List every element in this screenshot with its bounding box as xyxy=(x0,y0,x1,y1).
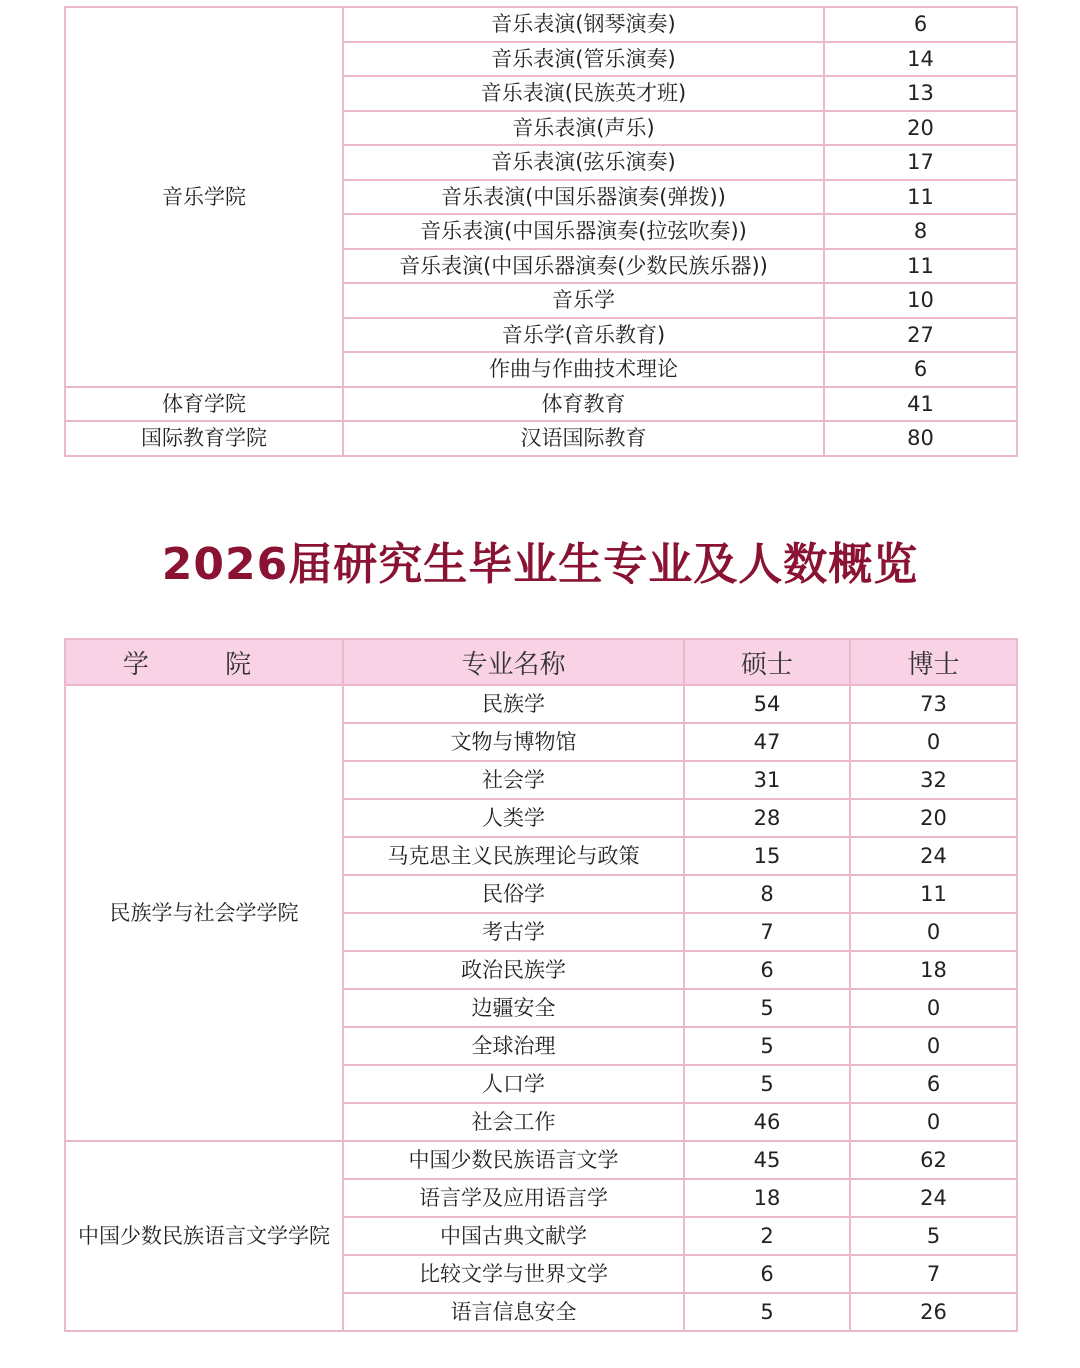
count-cell: 80 xyxy=(824,421,1017,456)
master-cell: 5 xyxy=(684,1065,850,1103)
major-cell: 中国少数民族语言文学 xyxy=(343,1141,684,1179)
major-cell: 音乐学 xyxy=(343,283,824,318)
major-cell: 社会工作 xyxy=(343,1103,684,1141)
table-row xyxy=(65,387,1017,422)
master-cell: 5 xyxy=(684,1293,850,1331)
major-cell: 语言学及应用语言学 xyxy=(343,1179,684,1217)
count-cell: 20 xyxy=(824,111,1017,146)
major-cell: 民族学 xyxy=(343,685,684,723)
major-cell: 音乐表演(民族英才班) xyxy=(343,76,824,111)
major-cell: 全球治理 xyxy=(343,1027,684,1065)
doctor-cell: 62 xyxy=(850,1141,1017,1179)
doctor-cell: 20 xyxy=(850,799,1017,837)
master-cell: 6 xyxy=(684,1255,850,1293)
master-cell: 5 xyxy=(684,1027,850,1065)
major-cell: 马克思主义民族理论与政策 xyxy=(343,837,684,875)
college-cell: 体育学院 xyxy=(65,387,343,422)
doctor-cell: 7 xyxy=(850,1255,1017,1293)
doctor-cell: 0 xyxy=(850,1027,1017,1065)
master-cell: 46 xyxy=(684,1103,850,1141)
college-cell: 中国少数民族语言文学学院 xyxy=(65,1141,343,1331)
count-cell: 41 xyxy=(824,387,1017,422)
doctor-cell: 18 xyxy=(850,951,1017,989)
master-cell: 31 xyxy=(684,761,850,799)
header-major: 专业名称 xyxy=(343,639,684,685)
undergrad-table-body xyxy=(65,7,1017,456)
table-row xyxy=(65,685,1017,723)
major-cell: 作曲与作曲技术理论 xyxy=(343,352,824,387)
major-cell: 边疆安全 xyxy=(343,989,684,1027)
master-cell: 54 xyxy=(684,685,850,723)
major-cell: 音乐表演(中国乐器演奏(弹拨)) xyxy=(343,180,824,215)
count-cell: 8 xyxy=(824,214,1017,249)
master-cell: 47 xyxy=(684,723,850,761)
doctor-cell: 26 xyxy=(850,1293,1017,1331)
count-cell: 14 xyxy=(824,42,1017,77)
major-cell: 音乐表演(钢琴演奏) xyxy=(343,7,824,42)
major-cell: 语言信息安全 xyxy=(343,1293,684,1331)
count-cell: 6 xyxy=(824,352,1017,387)
doctor-cell: 32 xyxy=(850,761,1017,799)
master-cell: 7 xyxy=(684,913,850,951)
doctor-cell: 11 xyxy=(850,875,1017,913)
undergrad-major-table xyxy=(64,6,1018,457)
count-cell: 17 xyxy=(824,145,1017,180)
count-cell: 10 xyxy=(824,283,1017,318)
major-cell: 人类学 xyxy=(343,799,684,837)
table-row xyxy=(65,7,1017,42)
major-cell: 音乐表演(中国乐器演奏(拉弦吹奏)) xyxy=(343,214,824,249)
major-cell: 音乐表演(声乐) xyxy=(343,111,824,146)
doctor-cell: 6 xyxy=(850,1065,1017,1103)
doctor-cell: 0 xyxy=(850,913,1017,951)
major-cell: 汉语国际教育 xyxy=(343,421,824,456)
doctor-cell: 0 xyxy=(850,1103,1017,1141)
count-cell: 27 xyxy=(824,318,1017,353)
master-cell: 15 xyxy=(684,837,850,875)
grad-table-body xyxy=(65,685,1017,1331)
graduate-major-table xyxy=(64,638,1018,1332)
doctor-cell: 5 xyxy=(850,1217,1017,1255)
college-cell: 国际教育学院 xyxy=(65,421,343,456)
doctor-cell: 73 xyxy=(850,685,1017,723)
major-cell: 音乐表演(弦乐演奏) xyxy=(343,145,824,180)
header-college: 学 院 xyxy=(65,639,343,685)
section-title: 2026届研究生毕业生专业及人数概览 xyxy=(161,539,919,590)
major-cell: 音乐表演(中国乐器演奏(少数民族乐器)) xyxy=(343,249,824,284)
header-doctor: 博士 xyxy=(850,639,1017,685)
college-cell: 音乐学院 xyxy=(65,7,343,387)
major-cell: 音乐表演(管乐演奏) xyxy=(343,42,824,77)
master-cell: 2 xyxy=(684,1217,850,1255)
doctor-cell: 24 xyxy=(850,837,1017,875)
table-header-row xyxy=(65,639,1017,685)
count-cell: 11 xyxy=(824,249,1017,284)
header-master: 硕士 xyxy=(684,639,850,685)
master-cell: 6 xyxy=(684,951,850,989)
major-cell: 社会学 xyxy=(343,761,684,799)
major-cell: 考古学 xyxy=(343,913,684,951)
major-cell: 文物与博物馆 xyxy=(343,723,684,761)
master-cell: 18 xyxy=(684,1179,850,1217)
major-cell: 人口学 xyxy=(343,1065,684,1103)
table-row xyxy=(65,1141,1017,1179)
count-cell: 13 xyxy=(824,76,1017,111)
doctor-cell: 0 xyxy=(850,723,1017,761)
count-cell: 6 xyxy=(824,7,1017,42)
master-cell: 28 xyxy=(684,799,850,837)
count-cell: 11 xyxy=(824,180,1017,215)
major-cell: 中国古典文献学 xyxy=(343,1217,684,1255)
master-cell: 5 xyxy=(684,989,850,1027)
college-cell: 民族学与社会学学院 xyxy=(65,685,343,1141)
major-cell: 体育教育 xyxy=(343,387,824,422)
major-cell: 比较文学与世界文学 xyxy=(343,1255,684,1293)
master-cell: 8 xyxy=(684,875,850,913)
master-cell: 45 xyxy=(684,1141,850,1179)
major-cell: 民俗学 xyxy=(343,875,684,913)
doctor-cell: 24 xyxy=(850,1179,1017,1217)
doctor-cell: 0 xyxy=(850,989,1017,1027)
major-cell: 音乐学(音乐教育) xyxy=(343,318,824,353)
table-row xyxy=(65,421,1017,456)
major-cell: 政治民族学 xyxy=(343,951,684,989)
